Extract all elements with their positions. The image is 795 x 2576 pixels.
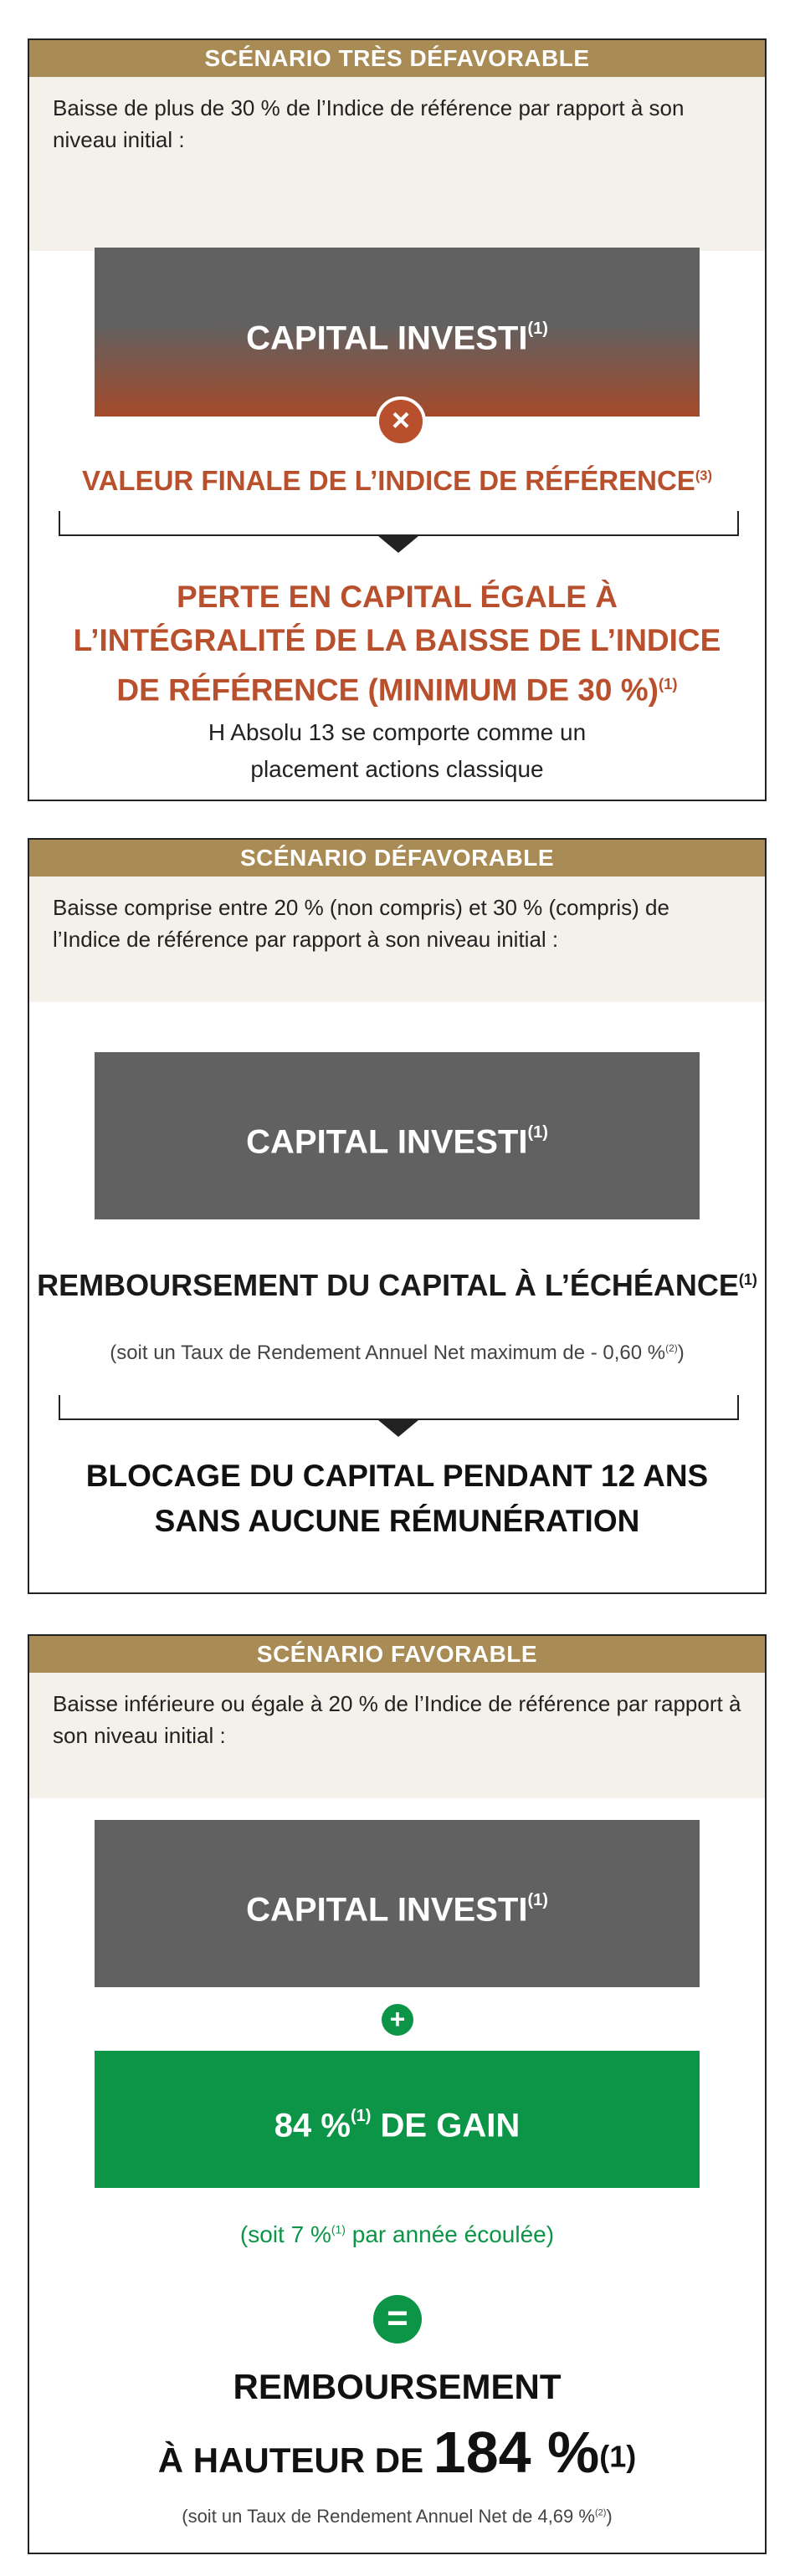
result-text	[29, 1454, 765, 1544]
footnote-ref: (1)	[527, 1123, 548, 1142]
footnote-ref: (2)	[665, 1342, 678, 1354]
scenario-tres-defavorable-card	[28, 38, 767, 801]
bracket	[59, 511, 739, 536]
footnote-ref: (1)	[527, 1891, 548, 1909]
note-line: placement actions classique	[250, 756, 544, 782]
taux-note	[29, 1342, 765, 1365]
valeur-finale-label	[29, 465, 765, 497]
footnote-ref: (3)	[695, 468, 712, 483]
footnote-ref: (1)	[331, 2222, 346, 2236]
scenario-title: SCÉNARIO FAVORABLE	[29, 1636, 765, 1673]
note-text	[29, 714, 765, 788]
footnote-ref: (1)	[527, 319, 548, 338]
equals-icon	[373, 2295, 422, 2343]
plus-symbol: +	[389, 2004, 406, 2034]
capital-label: CAPITAL INVESTI	[246, 1891, 528, 1929]
taux-close: )	[677, 1342, 685, 1364]
scenario-description	[29, 1673, 765, 1798]
annee-note	[29, 2221, 765, 2248]
multiply-symbol: ×	[391, 403, 411, 438]
capital-investi-box	[95, 1052, 700, 1219]
plus-icon	[382, 2004, 413, 2036]
footnote-ref: (1)	[350, 2107, 372, 2125]
scenario-description	[29, 877, 765, 1002]
taux-note	[29, 2506, 765, 2527]
taux-text: (soit un Taux de Rendement Annuel Net de 4,69 %	[182, 2506, 595, 2527]
result-text	[29, 575, 765, 712]
result-line-1	[29, 2367, 765, 2407]
gain-box	[95, 2051, 700, 2188]
bracket	[59, 1395, 739, 1420]
result-percent: 184 %	[433, 2420, 600, 2485]
result-line-2	[29, 2419, 765, 2486]
result-line: L’INTÉGRALITÉ DE LA BAISSE DE L’INDICE	[73, 623, 721, 657]
remboursement-text: REMBOURSEMENT DU CAPITAL À L’ÉCHÉANCE	[37, 1268, 739, 1302]
description-text: Baisse de plus de 30 % de l’Indice de référence par rapport à son niveau initial :	[53, 95, 685, 152]
equals-symbol: =	[387, 2297, 408, 2338]
scenario-defavorable-card	[28, 838, 767, 1594]
gain-label: DE GAIN	[371, 2107, 521, 2144]
annee-text-end: par année écoulée)	[345, 2221, 555, 2247]
valeur-text: VALEUR FINALE DE L’INDICE DE RÉFÉRENCE	[82, 465, 695, 496]
multiply-icon	[376, 396, 426, 447]
taux-text: (soit un Taux de Rendement Annuel Net maximum de - 0,60 %	[110, 1342, 666, 1364]
result-text: REMBOURSEMENT	[233, 2367, 562, 2406]
capital-investi-box	[95, 1820, 700, 1987]
footnote-ref: (1)	[738, 1271, 757, 1288]
note-line: H Absolu 13 se comporte comme un	[208, 719, 587, 745]
footnote-ref: (1)	[599, 2439, 637, 2474]
capital-label: CAPITAL INVESTI	[246, 319, 528, 357]
remboursement-label	[29, 1268, 765, 1303]
capital-label: CAPITAL INVESTI	[246, 1123, 528, 1161]
down-arrow-icon	[378, 536, 418, 553]
footnote-ref: (1)	[658, 675, 678, 693]
scenario-description	[29, 77, 765, 251]
scenario-title: SCÉNARIO TRÈS DÉFAVORABLE	[29, 40, 765, 77]
down-arrow-icon	[378, 1420, 418, 1437]
gain-percent: 84 %	[274, 2107, 351, 2144]
capital-investi-box	[95, 248, 700, 417]
description-text: Baisse inférieure ou égale à 20 % de l’Indice de référence par rapport à son niveau initial :	[53, 1691, 741, 1748]
result-line: SANS AUCUNE RÉMUNÉRATION	[154, 1504, 640, 1538]
description-text: Baisse comprise entre 20 % (non compris) et 30 % (compris) de l’Indice de référence par rapport à son niveau initial :	[53, 895, 669, 952]
result-text: À HAUTEUR DE	[157, 2441, 433, 2480]
result-line: PERTE EN CAPITAL ÉGALE À	[177, 580, 618, 614]
taux-close: )	[606, 2506, 613, 2527]
annee-text: (soit 7 %	[239, 2221, 331, 2247]
scenario-title: SCÉNARIO DÉFAVORABLE	[29, 840, 765, 877]
result-line	[29, 662, 765, 712]
result-line: BLOCAGE DU CAPITAL PENDANT 12 ANS	[85, 1459, 709, 1493]
footnote-ref: (2)	[594, 2507, 607, 2518]
result-line-text: DE RÉFÉRENCE (MINIMUM DE 30 %)	[116, 672, 659, 708]
scenario-favorable-card	[28, 1634, 767, 2554]
